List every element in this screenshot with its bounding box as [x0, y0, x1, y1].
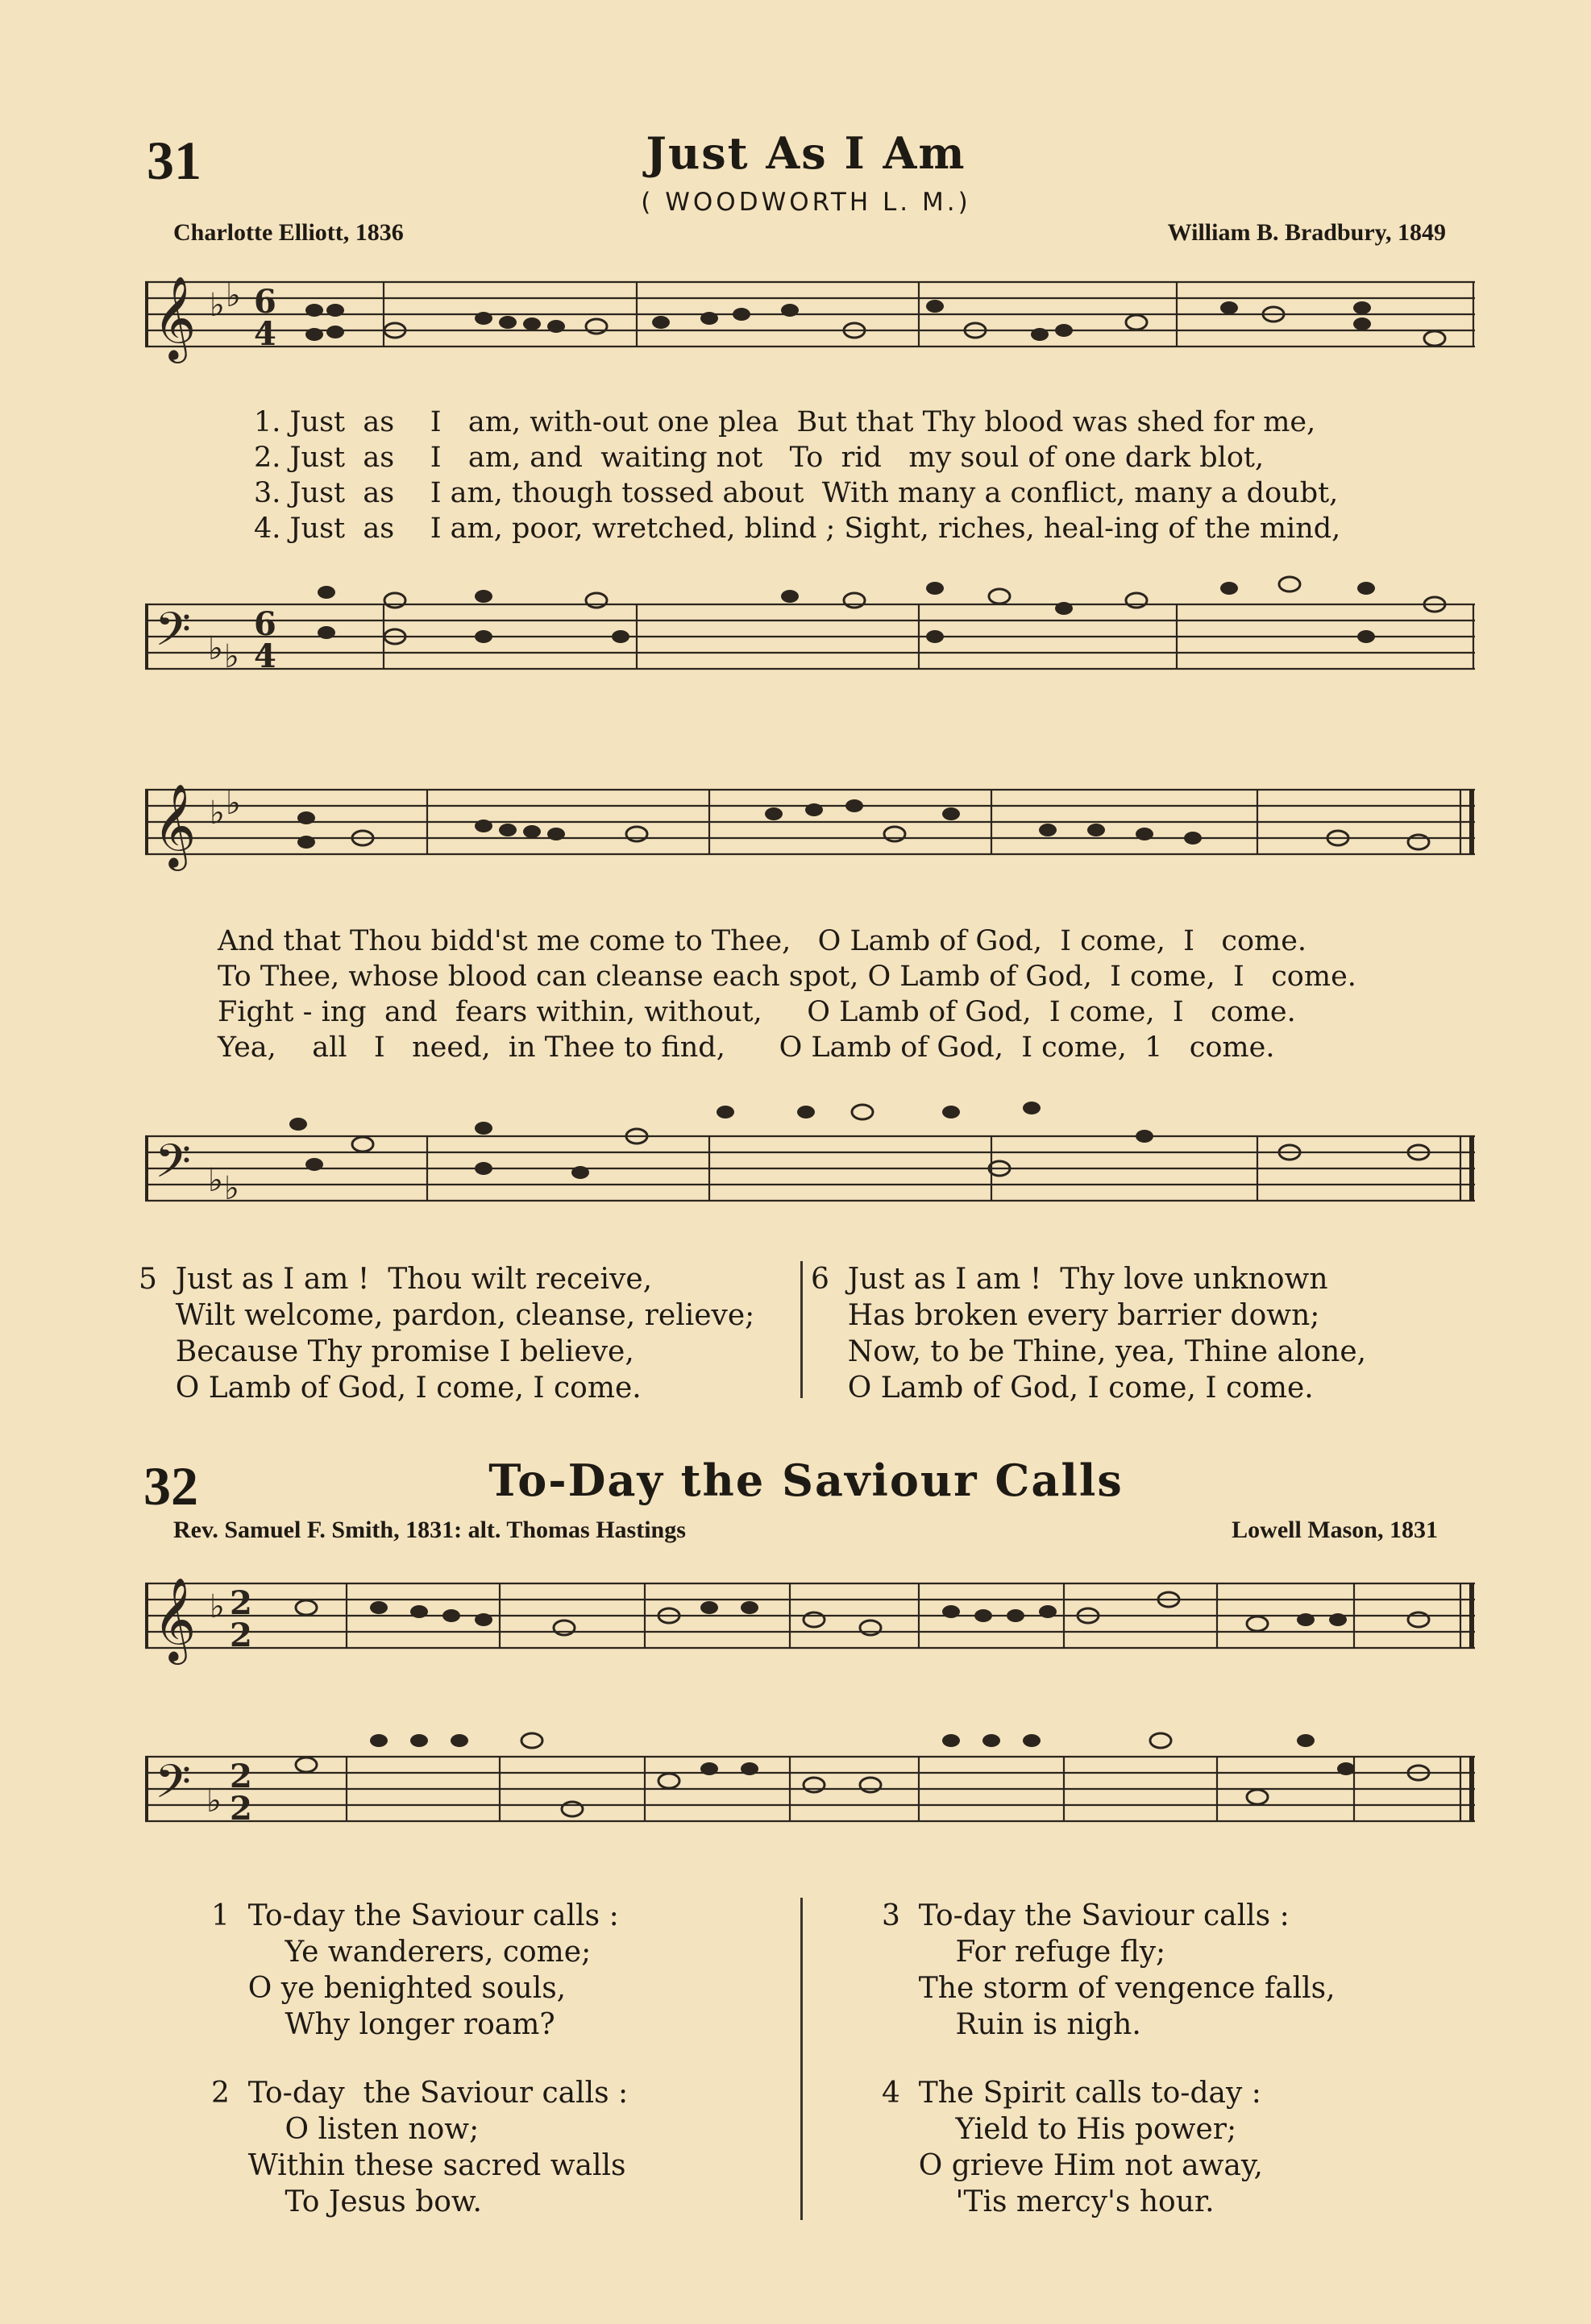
svg-text:♭: ♭	[210, 795, 225, 832]
hymn-31-system-1-treble-staff	[145, 266, 1483, 379]
svg-text:♭: ♭	[206, 1782, 222, 1820]
hymn-32-music-credit: Lowell Mason, 1831	[1232, 1517, 1438, 1543]
hymn-32-stanza-2-line-3: Within these sacred walls	[211, 2149, 626, 2182]
hymn-31-stanza-5-line-3: Because Thy promise I believe,	[139, 1335, 634, 1368]
hymn-31-stanza-6-line-4: O Lamb of God, I come, I come.	[811, 1372, 1314, 1405]
hymn-32-stanza-3-line-1: 3 To-day the Saviour calls :	[882, 1899, 1290, 1932]
svg-text:♭: ♭	[226, 785, 241, 822]
svg-text:6: 6	[254, 605, 276, 643]
hymn-32-bass-staff	[145, 1708, 1483, 1870]
svg-text:6: 6	[254, 283, 276, 321]
hymn-32-stanza-4-line-2: Yield to His power;	[882, 2113, 1237, 2146]
svg-text:♭: ♭	[224, 1170, 239, 1207]
hymn-31-stanza-5-line-2: Wilt welcome, pardon, cleanse, relieve;	[139, 1299, 755, 1332]
hymn-32-stanza-3-line-4: Ruin is nigh.	[882, 2008, 1141, 2041]
hymn-31-system-1-bass-staff	[145, 556, 1483, 701]
hymn-31-refrain-verse-4: Yea, all I need, in Thee to find, O Lamb of God, I come, 1 come.	[218, 1031, 1275, 1064]
svg-text:♭: ♭	[210, 287, 225, 324]
hymn-32-stanza-1-line-2: Ye wanderers, come;	[211, 1936, 592, 1969]
hymn-31-verse-1-lyric: 1. Just as I am, with-out one plea But that Thy blood was shed for me,	[254, 406, 1316, 438]
svg-text:𝄞: 𝄞	[153, 276, 197, 360]
hymn-31-stanza-6-line-3: Now, to be Thine, yea, Thine alone,	[811, 1335, 1367, 1368]
hymn-31-tune: ( WOODWORTH L. M.)	[641, 188, 971, 217]
svg-text:♭: ♭	[208, 1162, 223, 1199]
svg-text:2: 2	[230, 1790, 252, 1828]
hymn-32-words-credit: Rev. Samuel F. Smith, 1831: alt. Thomas Hastings	[173, 1517, 686, 1543]
hymn-31-number: 31	[147, 130, 201, 191]
hymn-32-number: 32	[143, 1455, 198, 1517]
hymn-32-stanza-3-line-2: For refuge fly;	[882, 1936, 1166, 1969]
hymn-32-treble-staff	[145, 1559, 1483, 1680]
hymn-32-stanza-4-line-3: O grieve Him not away,	[882, 2149, 1263, 2182]
hymn-31-refrain-verse-2: To Thee, whose blood can cleanse each spot, O Lamb of God, I come, I come.	[218, 961, 1356, 993]
hymn-32-stanza-4-line-1: 4 The Spirit calls to-day :	[882, 2077, 1261, 2110]
hymn-32-stanza-1-line-4: Why longer roam?	[211, 2008, 555, 2041]
svg-text:2: 2	[230, 1584, 252, 1622]
hymn-32-title: To-Day the Saviour Calls	[488, 1455, 1124, 1506]
hymn-32-stanza-2-line-4: To Jesus bow.	[211, 2185, 482, 2218]
svg-text:4: 4	[254, 315, 276, 353]
svg-text:4: 4	[254, 637, 276, 675]
hymn-32-stanza-1-line-3: O ye benighted souls,	[211, 1972, 567, 2005]
hymn-31-refrain-verse-3: Fight - ing and fears within, without, O Lamb of God, I come, I come.	[218, 996, 1296, 1028]
hymn-32-stanza-2-line-1: 2 To-day the Saviour calls :	[211, 2077, 629, 2110]
hymn-31-stanza-divider	[800, 1261, 803, 1398]
hymn-32-stanza-divider	[800, 1898, 803, 2220]
svg-text:♭: ♭	[224, 638, 239, 675]
hymn-31-system-2-bass-staff	[145, 1072, 1483, 1233]
svg-text:2: 2	[230, 1616, 252, 1654]
hymn-31-words-credit: Charlotte Elliott, 1836	[173, 219, 404, 246]
svg-text:♭: ♭	[226, 277, 241, 314]
hymn-32-stanza-3-line-3: The storm of vengence falls,	[882, 1972, 1336, 2005]
svg-text:♭: ♭	[210, 1588, 225, 1625]
hymn-31-stanza-6-line-1: 6 Just as I am ! Thy love unknown	[811, 1263, 1328, 1296]
hymn-31-music-credit: William B. Bradbury, 1849	[1167, 219, 1446, 246]
hymn-31-stanza-6-line-2: Has broken every barrier down;	[811, 1299, 1320, 1332]
svg-text:𝄞: 𝄞	[153, 1577, 197, 1662]
hymn-31-verse-4-lyric: 4. Just as I am, poor, wretched, blind ; Sight, riches, heal-ing of the mind,	[254, 513, 1341, 545]
hymn-31-stanza-5-line-4: O Lamb of God, I come, I come.	[139, 1372, 642, 1405]
svg-text:2: 2	[230, 1758, 252, 1795]
svg-text:𝄢: 𝄢	[155, 1754, 192, 1820]
svg-text:𝄢: 𝄢	[155, 602, 192, 668]
hymn-32-stanza-4-line-4: 'Tis mercy's hour.	[882, 2185, 1215, 2218]
hymn-31-stanza-5-line-1: 5 Just as I am ! Thou wilt receive,	[139, 1263, 653, 1296]
hymn-31-title: Just As I Am	[646, 127, 966, 179]
hymn-31-refrain-verse-1: And that Thou bidd'st me come to Thee, O Lamb of God, I come, I come.	[218, 925, 1307, 957]
svg-text:♭: ♭	[208, 630, 223, 667]
svg-text:𝄢: 𝄢	[155, 1134, 192, 1200]
hymn-32-stanza-1-line-1: 1 To-day the Saviour calls :	[211, 1899, 619, 1932]
svg-text:𝄞: 𝄞	[153, 783, 197, 868]
hymn-31-verse-3-lyric: 3. Just as I am, though tossed about With many a conflict, many a doubt,	[254, 477, 1339, 509]
hymn-31-system-2-treble-staff	[145, 774, 1483, 886]
hymn-31-verse-2-lyric: 2. Just as I am, and waiting not To rid my soul of one dark blot,	[254, 442, 1265, 474]
hymn-32-stanza-2-line-2: O listen now;	[211, 2113, 480, 2146]
